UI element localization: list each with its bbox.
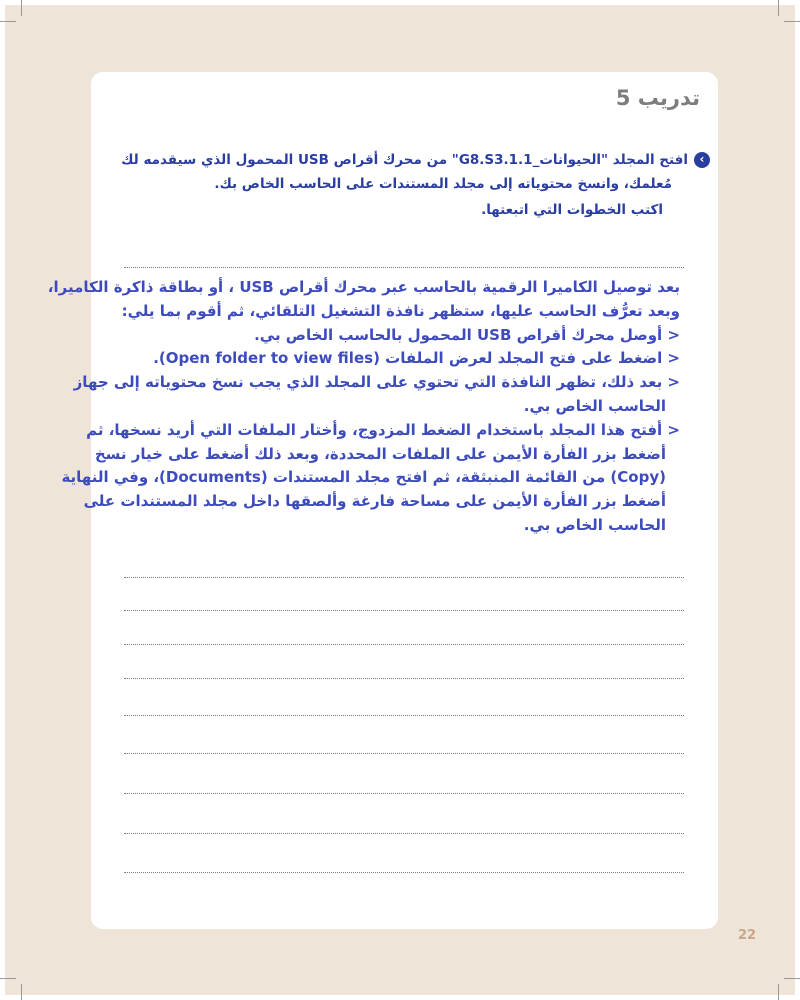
task-line: مُعلمك، وانسخ محتوياته إلى مجلد المستندات على الحاسب الخاص بك. bbox=[214, 176, 672, 192]
chevron-bullet-icon: › bbox=[694, 152, 710, 168]
answer-rule bbox=[124, 577, 684, 578]
task-statement bbox=[113, 148, 705, 196]
answer-rule bbox=[124, 715, 684, 716]
answer-line: بعد توصيل الكاميرا الرقمية بالحاسب عبر محرك أقراص USB ، أو بطاقة ذاكرة الكاميرا، bbox=[47, 278, 680, 296]
page-number: 22 bbox=[738, 928, 757, 943]
answer-line: < أوصل محرك أقراص USB المحمول بالحاسب الخاص بي. bbox=[254, 325, 680, 344]
answer-line: أضغط بزر الفأرة الأيمن على مساحة فارغة وألصقها داخل مجلد المستندات على bbox=[83, 492, 666, 511]
answer-rule bbox=[124, 644, 684, 645]
answer-rule bbox=[124, 833, 684, 834]
answer-line: < أفتح هذا المجلد باستخدام الضغط المزدوج، وأختار الملفات التي أريد نسخها، ثم bbox=[86, 420, 680, 439]
crop-mark bbox=[0, 978, 16, 979]
answer-line: < اضغط على فتح المجلد لعرض الملفات (Open folder to view files). bbox=[153, 349, 680, 368]
crop-mark bbox=[784, 21, 800, 22]
crop-mark bbox=[0, 21, 16, 22]
crop-mark bbox=[784, 978, 800, 979]
answer-rule bbox=[124, 267, 684, 268]
answer-line: وبعد تعرُّف الحاسب عليها، ستظهر نافذة التشغيل التلقائي، ثم أقوم بما يلي: bbox=[121, 301, 680, 320]
crop-mark bbox=[778, 0, 779, 16]
crop-mark bbox=[778, 984, 779, 1000]
answer-line: الحاسب الخاص بي. bbox=[523, 396, 666, 415]
crop-mark bbox=[21, 984, 22, 1000]
answer-rule bbox=[124, 753, 684, 754]
crop-mark bbox=[21, 0, 22, 16]
exercise-title: تدريب 5 bbox=[615, 86, 700, 110]
answer-text bbox=[47, 276, 680, 538]
answer-rule bbox=[124, 872, 684, 873]
answer-rule bbox=[124, 610, 684, 611]
answer-line: أضغط بزر الفأرة الأيمن على الملفات المحددة، وبعد ذلك أضغط على خيار نسخ bbox=[94, 444, 666, 463]
answer-line: < بعد ذلك، تظهر النافذة التي تحتوي على المجلد الذي يجب نسخ محتوياته إلى جهاز bbox=[73, 373, 680, 392]
exercise-card bbox=[47, 72, 718, 929]
instruction-text: اكتب الخطوات التي اتبعتها. bbox=[481, 202, 663, 218]
task-line: افتح المجلد "الحيوانات_G8.S3.1.1" من محرك أقراص USB المحمول الذي سيقدمه لك bbox=[121, 152, 688, 168]
answer-line: الحاسب الخاص بي. bbox=[523, 515, 666, 534]
answer-rule bbox=[124, 678, 684, 679]
answer-rule bbox=[124, 793, 684, 794]
answer-line: (Copy) من القائمة المنبثقة، ثم افتح مجلد المستندات (Documents)، وفي النهاية bbox=[61, 468, 666, 487]
